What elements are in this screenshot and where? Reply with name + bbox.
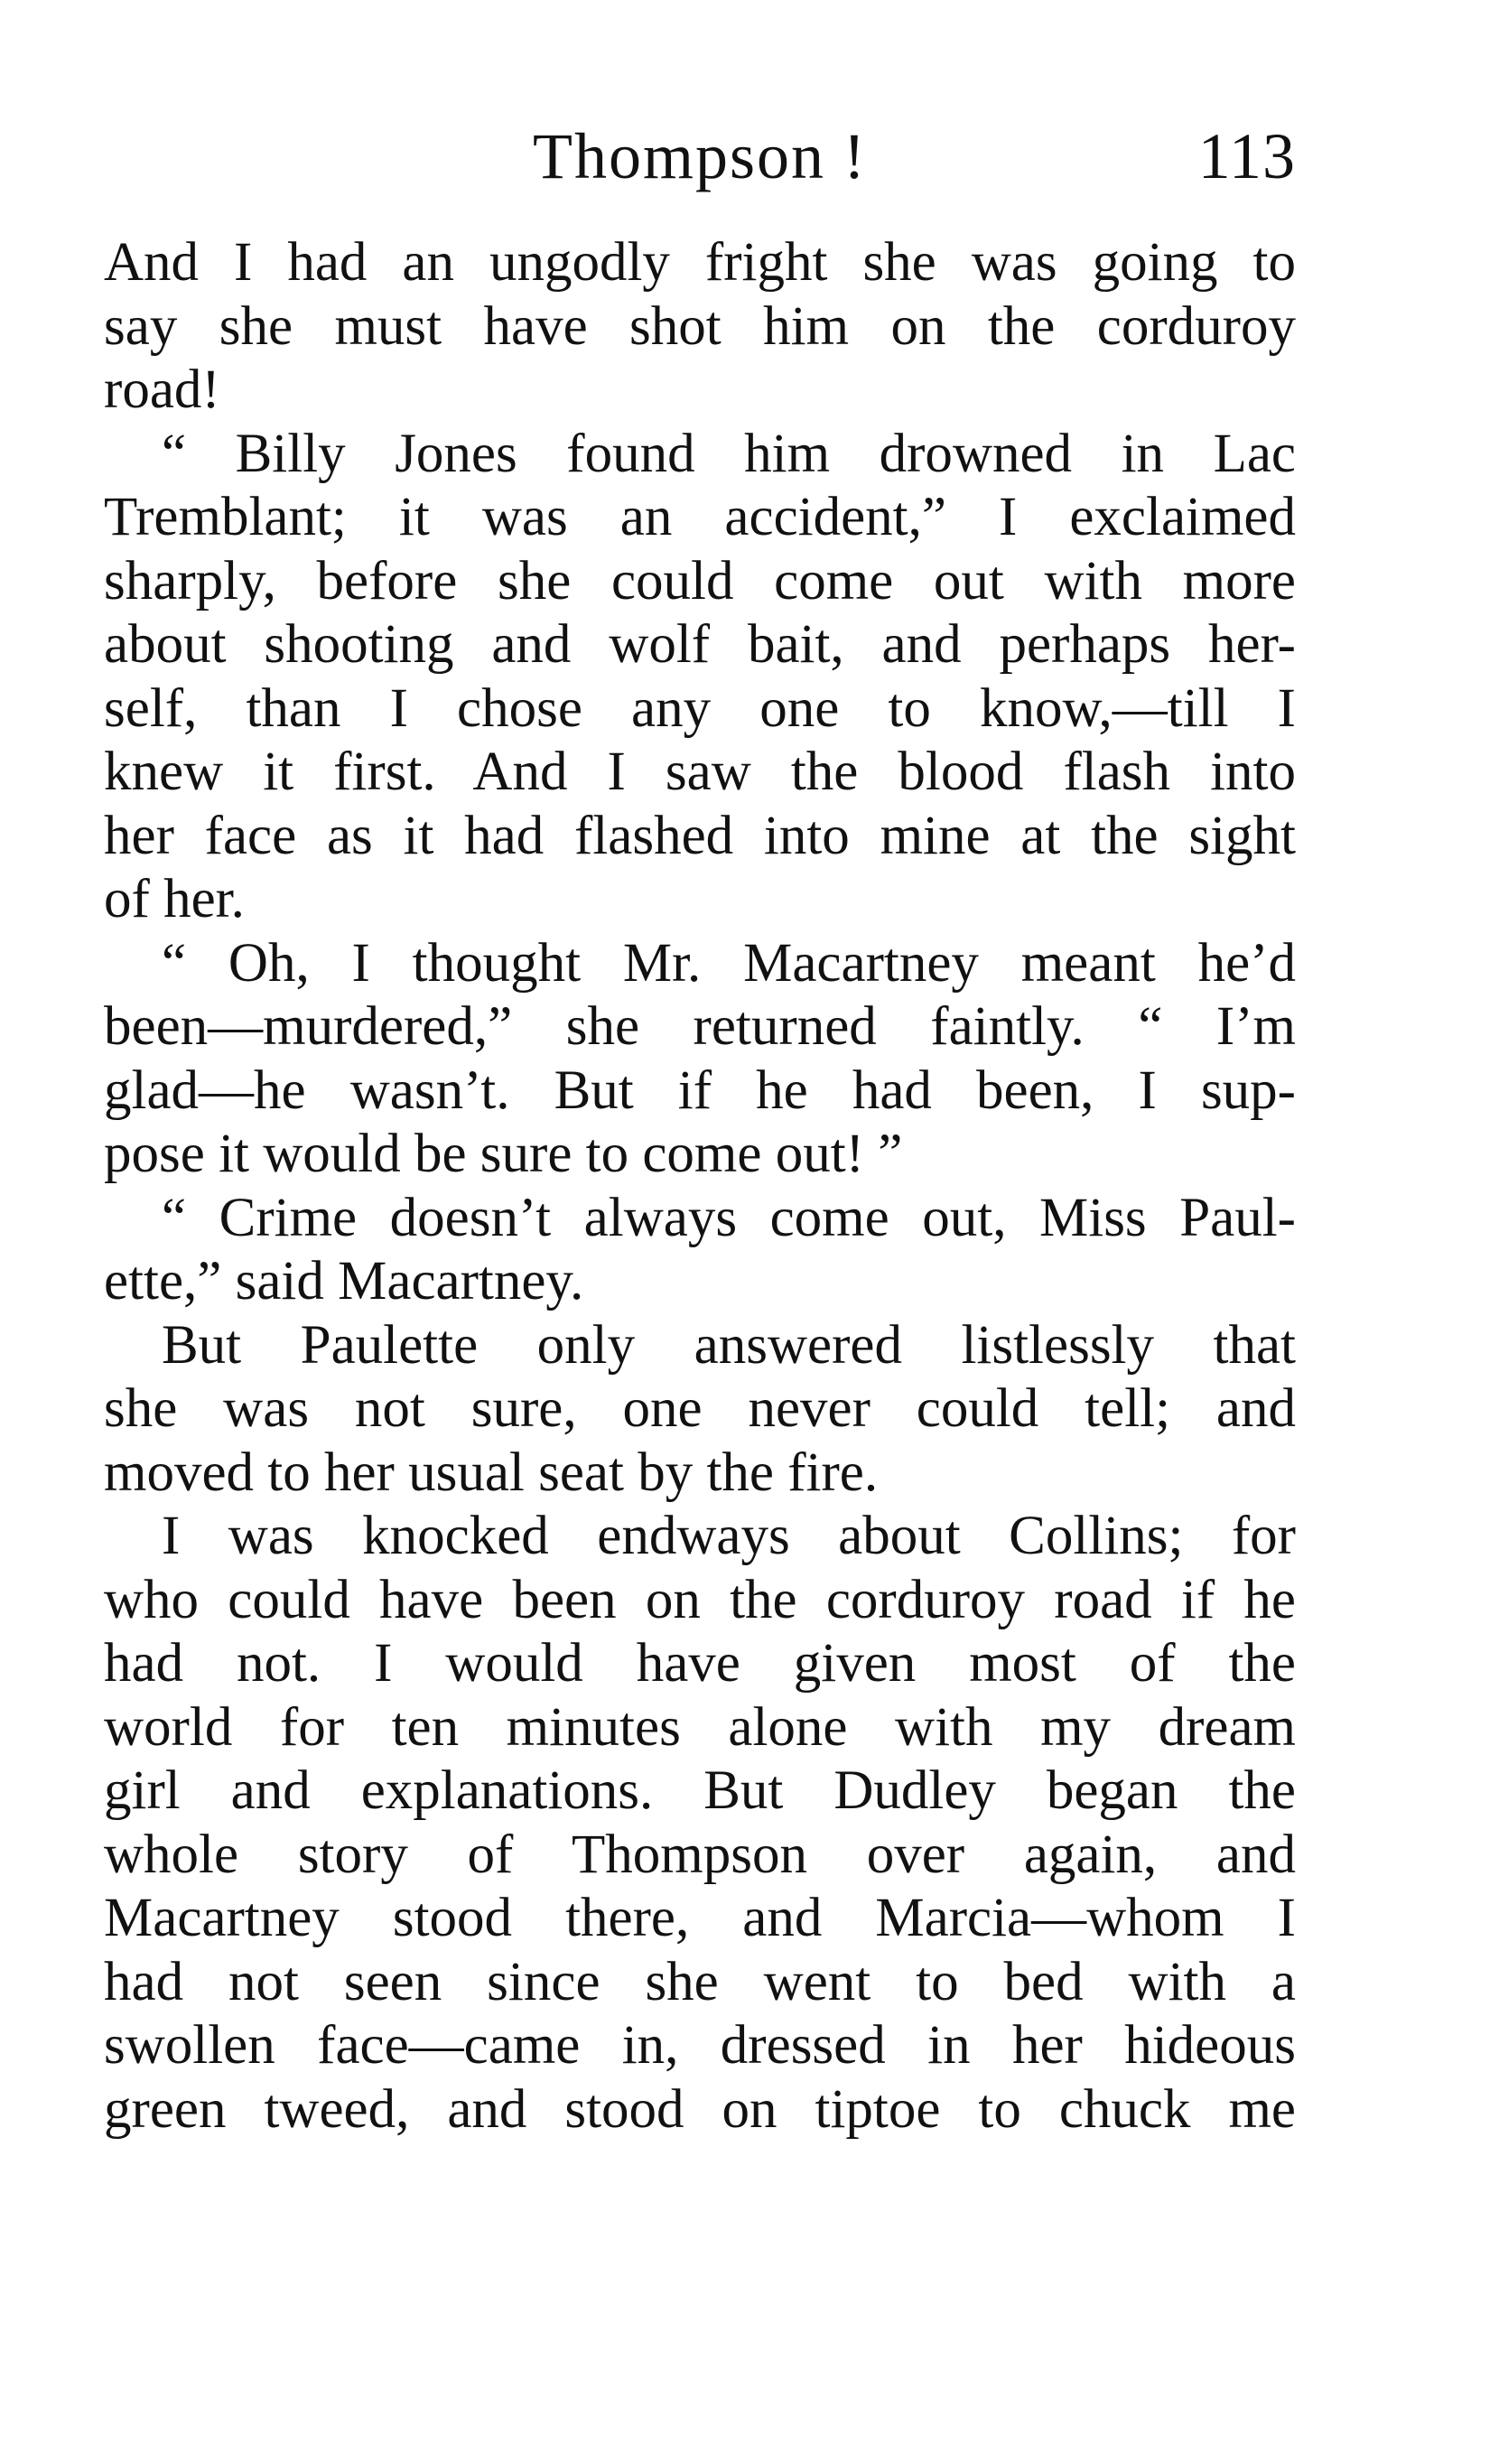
text-line: swollen face—came in, dressed in her hideous: [104, 2015, 1296, 2076]
text-line: knew it first. And I saw the blood flash into: [104, 742, 1296, 802]
text-line: glad—he wasn’t. But if he had been, I sup-: [104, 1059, 1296, 1121]
text-line: her face as it had flashed into mine at the sight: [104, 805, 1296, 866]
chapter-title: Thompson !: [533, 120, 867, 192]
text-line: road!: [104, 359, 220, 420]
text-line: girl and explanations. But Dudley began the: [104, 1760, 1296, 1821]
text-line: But Paulette only answered listlessly that: [162, 1314, 1296, 1376]
text-line: had not. I would have given most of the: [104, 1633, 1296, 1694]
text-line: moved to her usual seat by the fire.: [104, 1442, 879, 1503]
text-line: self, than I chose any one to know,—till I: [104, 677, 1296, 739]
text-line: Macartney stood there, and Marcia—whom I: [104, 1888, 1296, 1948]
text-line: ette,” said Macartney.: [104, 1251, 584, 1311]
text-line: Tremblant; it was an accident,” I exclaimed: [104, 487, 1296, 547]
text-line: pose it would be sure to come out! ”: [104, 1124, 903, 1184]
text-line: she was not sure, one never could tell; and: [104, 1378, 1296, 1439]
body-text: [104, 231, 1296, 2142]
text-line: who could have been on the corduroy road if he: [104, 1569, 1296, 1630]
text-line: green tweed, and stood on tiptoe to chuck me: [104, 2078, 1296, 2140]
text-line: say she must have shot him on the corduroy: [104, 295, 1296, 357]
text-line: had not seen since she went to bed with a: [104, 1951, 1296, 2012]
text-line: been—murdered,” she returned faintly. “ I’m: [104, 996, 1296, 1057]
text-line: I was knocked endways about Collins; for: [162, 1506, 1296, 1566]
page-number: 113: [1197, 120, 1296, 192]
text-line: “ Billy Jones found him drowned in Lac: [162, 423, 1296, 484]
text-line: And I had an ungodly fright she was going to: [104, 232, 1296, 293]
text-line: “ Oh, I thought Mr. Macartney meant he’d: [162, 932, 1296, 994]
text-line: whole story of Thompson over again, and: [104, 1824, 1296, 1885]
text-line: sharply, before she could come out with more: [104, 550, 1296, 611]
text-line: about shooting and wolf bait, and perhaps her-: [104, 614, 1296, 675]
running-head: [104, 107, 1296, 206]
text-line: of her.: [104, 869, 245, 929]
text-line: “ Crime doesn’t always come out, Miss Paul-: [162, 1187, 1296, 1248]
text-line: world for ten minutes alone with my dream: [104, 1696, 1296, 1758]
